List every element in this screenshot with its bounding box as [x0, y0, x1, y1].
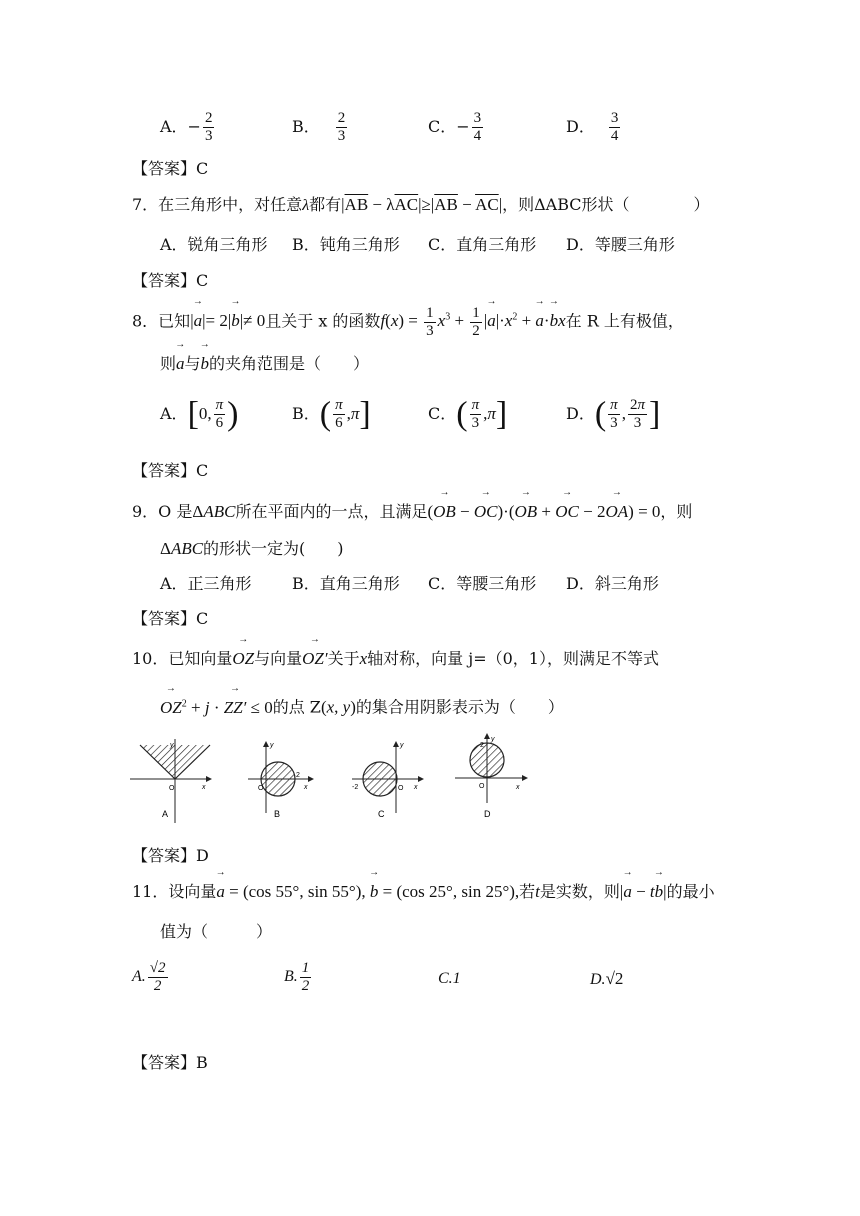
- q8-option-c: C．( $\frac{\pi}{3}$ ,π]: [428, 395, 508, 433]
- q9-stem: 9．O 是ΔABC所在平面内的一点，且满足(→ OB − → OC)·(→ OB + → OC − 2→ OA) = 0，则: [132, 500, 692, 524]
- q10-inequality: → $OZ^2 + j$ · → ZZ′ ≤ 0: [160, 698, 273, 717]
- q6-option-b: B． $\frac{2}{3}$: [292, 110, 346, 144]
- q6-option-c: C．− $\frac{3}{4}$: [428, 110, 482, 144]
- q8-condition: |→ a|= 2|→ b|≠ 0: [190, 311, 265, 330]
- svg-text:2: 2: [296, 772, 300, 779]
- q10-figure-d: [455, 733, 528, 819]
- q11-stem: 11．设向量→ a = (cos 55°, sin 55°), → b = (cos 25°, sin 25°),若t是实数，则|→ a − t→ b|的最小: [132, 880, 715, 904]
- q11-option-d: D.√2: [590, 969, 624, 988]
- svg-text:2: 2: [480, 742, 484, 749]
- q10-figure-b: [248, 741, 314, 819]
- q11-line2: 值为（ ）: [160, 922, 273, 941]
- q7-inequality: $|\overline{AB} - \lambda\overline{AC}|\ge|\overline{AB} - \overline{AC}|$: [341, 195, 503, 214]
- svg-text:x: x: [202, 784, 206, 791]
- q11-option-c: C.1: [438, 970, 461, 987]
- q10-answer: 【答案】D: [132, 846, 209, 865]
- svg-text:x: x: [516, 784, 520, 791]
- svg-text:y: y: [491, 736, 495, 743]
- q8-stem: 8．已知|→ a|= 2|→ b|≠ 0且关于 x 的函数f(x) = $\frac{1}{3}$ $x^3$ + $\frac{1}{2}$ |→ $a|\cdot x^2$ + → a·→ bx在 R 上有极值，: [132, 305, 684, 340]
- svg-text:-2: -2: [352, 784, 359, 791]
- q10-stem: 10．已知向量→ OZ与向量→ OZ′关于x轴对称，向量 j=（0，1），则满足不等式: [132, 647, 659, 671]
- q7-stem: 7．在三角形中，对任意λ都有$|\overline{AB} - \lambda\overline{AC}|\ge|\overline{AB} - \overline{AC}|$，则ΔABC形状（ ）: [132, 195, 710, 214]
- q11-answer: 【答案】B: [132, 1053, 208, 1072]
- q9-option-d: D．斜三角形: [566, 574, 659, 593]
- q8-option-d: D．( $\frac{\pi}{3}$ , $\frac{2\pi}{3}$ ]: [566, 395, 661, 433]
- q9-option-a: A．正三角形: [160, 574, 252, 593]
- q10-fig-c-label: C: [378, 809, 385, 819]
- q6-option-d: D． $\frac{3}{4}$: [566, 110, 619, 144]
- q8-option-a: A．[0, $\frac{\pi}{6}$ ): [160, 395, 239, 433]
- q11-expression: |→ a − t→ b|: [620, 882, 667, 901]
- q7-option-b: B．钝角三角形: [292, 235, 400, 254]
- q10-figures: [130, 733, 750, 825]
- q7-option-d: D．等腰三角形: [566, 235, 675, 254]
- q11-vectors: → a = (cos 55°, sin 55°), → b = (cos 25°, sin 25°),: [216, 882, 519, 901]
- q7-option-c: C．直角三角形: [428, 235, 537, 254]
- q9-line2: ΔABC的形状一定为( ): [160, 539, 344, 558]
- q6-b-fraction: $\frac{2}{3}$: [337, 110, 346, 144]
- q10-figure-c: [352, 741, 424, 819]
- svg-text:O: O: [398, 785, 404, 792]
- svg-text:O: O: [258, 785, 264, 792]
- q8-option-b: B．( $\frac{\pi}{6}$ ,π]: [292, 395, 371, 433]
- svg-text:O: O: [169, 785, 175, 792]
- q11-option-b: B. $\frac{1}{2}$: [284, 960, 310, 994]
- q7-answer: 【答案】C: [132, 271, 209, 290]
- q8-line2: 则→ a与→ b的夹角范围是（ ）: [160, 352, 369, 376]
- svg-text:x: x: [304, 784, 308, 791]
- q6-a-fraction: $\frac{2}{3}$: [204, 110, 213, 144]
- svg-text:y: y: [170, 742, 174, 749]
- svg-text:y: y: [270, 742, 274, 749]
- q6-d-fraction: $\frac{3}{4}$: [610, 110, 619, 144]
- q9-equation: (→ OB − → OC)·(→ OB + → OC − 2→ OA) = 0: [427, 502, 660, 521]
- q6-c-fraction: $\frac{3}{4}$: [473, 110, 482, 144]
- svg-text:O: O: [479, 783, 485, 790]
- q6-option-a: A．− $\frac{2}{3}$: [160, 110, 213, 144]
- q10-fig-a-label: A: [162, 809, 169, 819]
- q6-answer: 【答案】C: [132, 159, 209, 178]
- q10-figure-a: [130, 739, 212, 823]
- q10-fig-b-label: B: [274, 809, 281, 819]
- q8-answer: 【答案】C: [132, 461, 209, 480]
- q7-option-a: A．锐角三角形: [160, 235, 268, 254]
- svg-text:y: y: [400, 742, 404, 749]
- q9-option-c: C．等腰三角形: [428, 574, 537, 593]
- q8-function: f(x) = $\frac{1}{3}$ $x^3$ + $\frac{1}{2}$ |→ $a|\cdot x^2$ + → a·→ bx: [380, 311, 565, 330]
- svg-text:x: x: [414, 784, 418, 791]
- q9-answer: 【答案】C: [132, 609, 209, 628]
- q10-line2: → $OZ^2 + j$ · → ZZ′ ≤ 0的点 Z(x, y)的集合用阴影表示为（ ）: [160, 692, 564, 720]
- q10-fig-d-label: D: [484, 809, 491, 819]
- q11-option-a: A. $\frac{√2}{2}$: [132, 960, 166, 994]
- q9-option-b: B．直角三角形: [292, 574, 400, 593]
